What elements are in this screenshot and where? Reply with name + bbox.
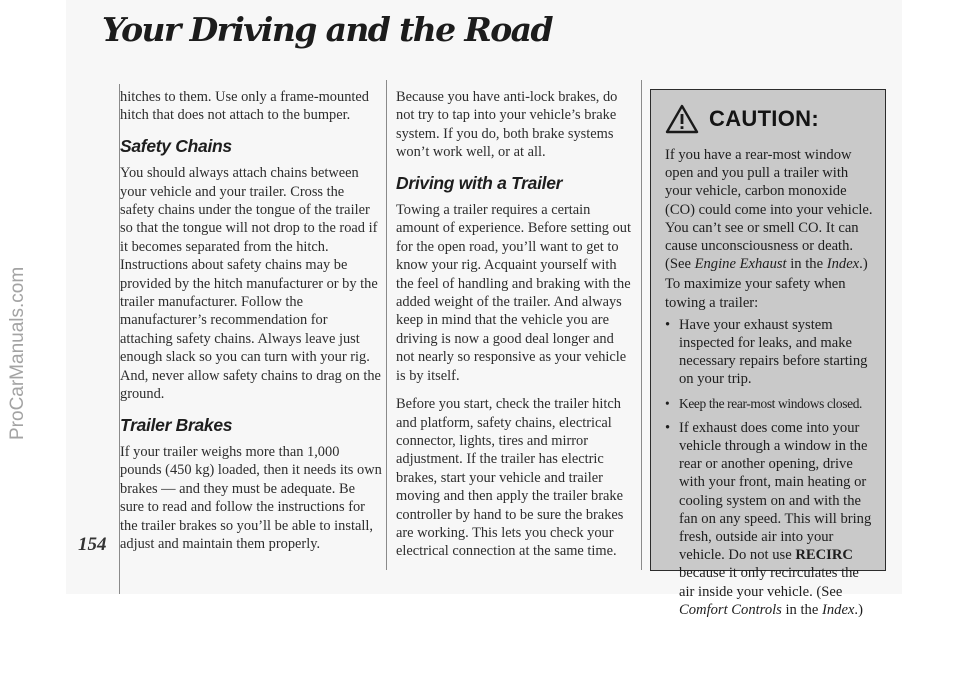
caution-co-paragraph: If you have a rear-most window open and you pull a trailer with your vehicle, carbon monoxide (CO) could come into your vehicle. You can’t see or smell CO. It can cause unconsciousness or death. (See Engine Exhaust in the Index.) <box>665 147 873 273</box>
engine-exhaust-reference: Engine Exhaust <box>694 256 787 273</box>
column-divider-1 <box>386 80 387 570</box>
recirc-label: RECIRC <box>795 547 853 564</box>
text-column-2 <box>396 88 632 571</box>
anti-lock-paragraph: Because you have anti-lock brakes, do not try to tap into your vehicle’s brake system. If you do, both brake systems won’t work well, or at all. <box>396 89 618 161</box>
towing-paragraph: Towing a trailer requires a certain amount of experience. Before setting out for the open road, you’ll want to get to know your rig. Acquaint yourself with the feel of handling and braking with the added weight of the trailer. And always keep in mind that the vehicle you are driving is now a good deal longer and not nearly so responsive as your vehicle is by itself. <box>396 202 631 384</box>
before-you-start-paragraph: Before you start, check the trailer hitch and platform, safety chains, electrical connector, lights, tires and mirror adjustment. If the trailer has electric brakes, start your vehicle and trailer moving and then apply the trailer brake controller by hand to be sure the brakes are working. This lets you check your electrical connection at the same time. <box>396 396 624 560</box>
comfort-controls-reference: Comfort Controls <box>679 601 782 618</box>
index-reference: Index <box>826 256 860 273</box>
safety-chains-paragraph: You should always attach chains between your vehicle and your trailer. Cross the safety chains under the tongue of the trailer so that the tongue will not drop to the road if it becomes separated from the hitch. Instructions about safety chains may be provided by the hitch manufacturer or by the trailer manufacturer. Follow the manufacturer’s recommendation for attaching safety chains. Always leave just enough slack so you can turn with your rig. And, never allow safety chains to drag on the ground. <box>120 165 381 403</box>
page-title: Your Driving and the Road <box>102 10 552 49</box>
caution-bullet-ventilation: • If exhaust does come into your vehicle through a window in the rear or another opening, drive with your front, main heating or cooling system on and with the fan on any speed. This will bring fresh, outside air into your vehicle. Do not use RECIRC because it only recirculates the air inside your vehicle. (See Comfort Controls in the Index.) <box>665 419 875 619</box>
text-column-1 <box>120 88 382 563</box>
page-number: 154 <box>78 534 107 555</box>
trailer-brakes-paragraph: If your trailer weighs more than 1,000 pounds (450 kg) loaded, then it needs its own brakes — and they must be adequate. Be sure to read and follow the instructions for the trailer brakes so you’ll be able to install, adjust and maintain them properly. <box>120 443 382 552</box>
trailer-brakes-heading: Trailer Brakes <box>120 414 233 435</box>
caution-bullet-exhaust: • Have your exhaust system inspected for leaks, and make necessary repairs before starting on your trip. <box>665 316 875 389</box>
caution-maximize-line: To maximize your safety when towing a trailer: <box>665 276 846 311</box>
driving-with-trailer-heading: Driving with a Trailer <box>396 172 563 193</box>
caution-box <box>650 89 886 618</box>
warning-triangle-icon <box>665 104 699 134</box>
side-watermark: ProCarManuals.com <box>7 266 28 440</box>
caution-list <box>665 316 875 619</box>
caution-header <box>665 104 875 134</box>
safety-chains-heading: Safety Chains <box>120 135 232 156</box>
caution-bullet-windows: • Keep the rear-most windows closed. <box>665 395 875 413</box>
column-divider-2 <box>641 80 642 570</box>
hitch-paragraph: hitches to them. Use only a frame-mounted hitch that does not attach to the bumper. <box>120 89 369 124</box>
index-reference-2: Index <box>822 601 855 618</box>
caution-title: CAUTION: <box>709 105 819 131</box>
